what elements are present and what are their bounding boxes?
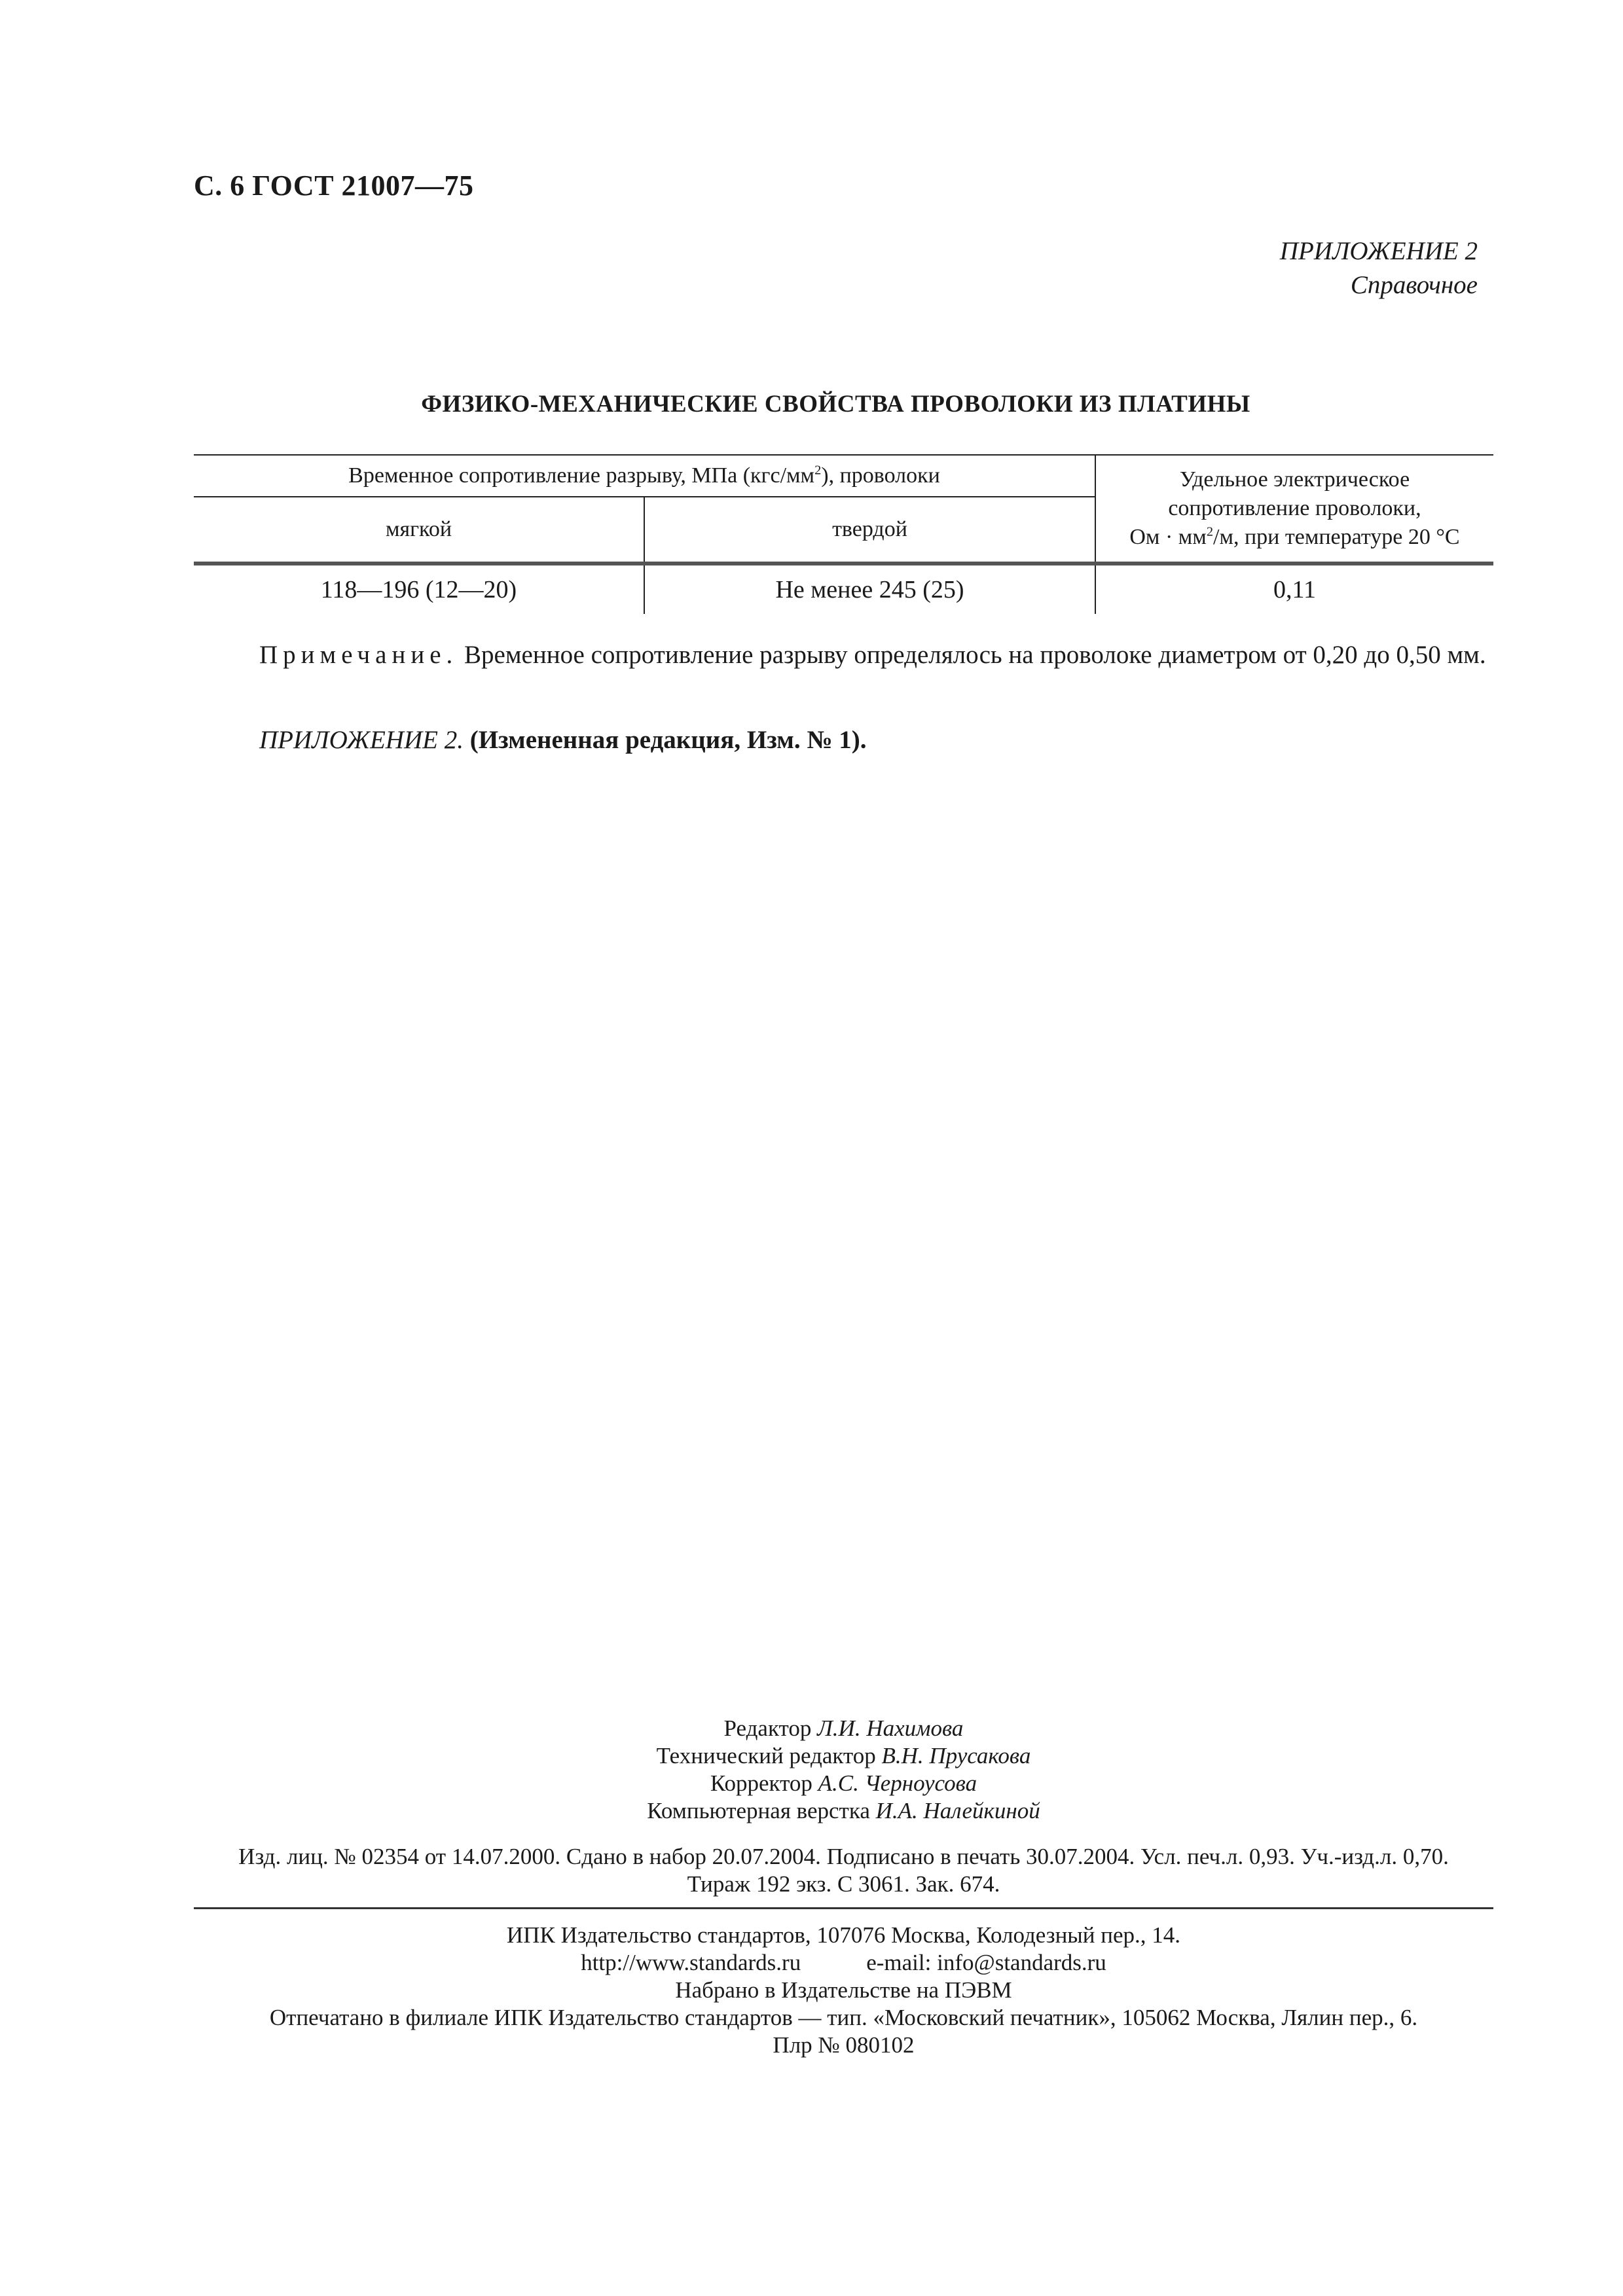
divider	[194, 1907, 1493, 1909]
note-label: Примечание.	[259, 641, 458, 669]
imprint-line-1: Изд. лиц. № 02354 от 14.07.2000. Сдано в набор 20.07.2004. Подписано в печать 30.07.2004. Усл. печ.л. 0,93. Уч.-изд.л. 0,70.	[238, 1844, 1449, 1869]
credits-block	[194, 1715, 1493, 1825]
credit-layout: Компьютерная верстка И.А. Налейкиной	[647, 1798, 1040, 1823]
publisher-address: ИПК Издательство стандартов, 107076 Москва, Колодезный пер., 14.	[506, 1922, 1181, 1948]
appendix-block	[1280, 234, 1478, 302]
page-header: С. 6 ГОСТ 21007—75	[194, 170, 474, 202]
publisher-block	[194, 1922, 1493, 2059]
publisher-license: Плр № 080102	[773, 2032, 915, 2058]
credit-editor: Редактор Л.И. Нахимова	[723, 1715, 964, 1741]
properties-table	[194, 454, 1493, 614]
document-title: ФИЗИКО-МЕХАНИЧЕСКИЕ СВОЙСТВА ПРОВОЛОКИ ИЗ ПЛАТИНЫ	[421, 391, 1250, 418]
publisher-typeset: Набрано в Издательстве на ПЭВМ	[675, 1977, 1012, 2003]
publisher-email[interactable]: e-mail: info@standards.ru	[866, 1950, 1106, 1975]
hard-wire-header: твердой	[644, 497, 1095, 564]
resistivity-value: 0,11	[1095, 564, 1493, 614]
imprint-line-2: Тираж 192 экз. С 3061. Зак. 674.	[687, 1871, 1000, 1897]
table-row	[194, 564, 1493, 614]
appendix-title: ПРИЛОЖЕНИЕ 2	[1279, 237, 1478, 265]
table-header-row	[194, 455, 1493, 497]
soft-wire-value: 118—196 (12—20)	[194, 564, 644, 614]
credit-proofreader: Корректор А.С. Черноусова	[710, 1770, 977, 1796]
publisher-url[interactable]: http://www.standards.ru	[581, 1950, 801, 1975]
publisher-contacts	[194, 1949, 1493, 1977]
hard-wire-value: Не менее 245 (25)	[644, 564, 1095, 614]
imprint-block	[194, 1843, 1493, 1898]
tensile-strength-header: Временное сопротивление разрыву, МПа $(кгс/мм^2)$, проволоки	[194, 455, 1095, 497]
amendment-line: ПРИЛОЖЕНИЕ 2. (Измененная редакция, Изм. № 1).	[259, 726, 867, 754]
publisher-printed: Отпечатано в филиале ИПК Издательство стандартов — тип. «Московский печатник», 105062 Москва, Лялин пер., 6.	[269, 2005, 1418, 2030]
resistivity-header: Удельное электрическое сопротивление проволоки, Ом · $мм^2/м$, при температуре 20 °С	[1095, 455, 1493, 564]
credit-tech-editor: Технический редактор В.Н. Прусакова	[656, 1743, 1031, 1768]
table-note	[194, 639, 1493, 672]
note-text: Временное сопротивление разрыву определялось на проволоке диаметром от 0,20 до 0,50 мм.	[458, 641, 1486, 669]
soft-wire-header: мягкой	[194, 497, 644, 564]
appendix-subtitle: Справочное	[1350, 271, 1478, 299]
